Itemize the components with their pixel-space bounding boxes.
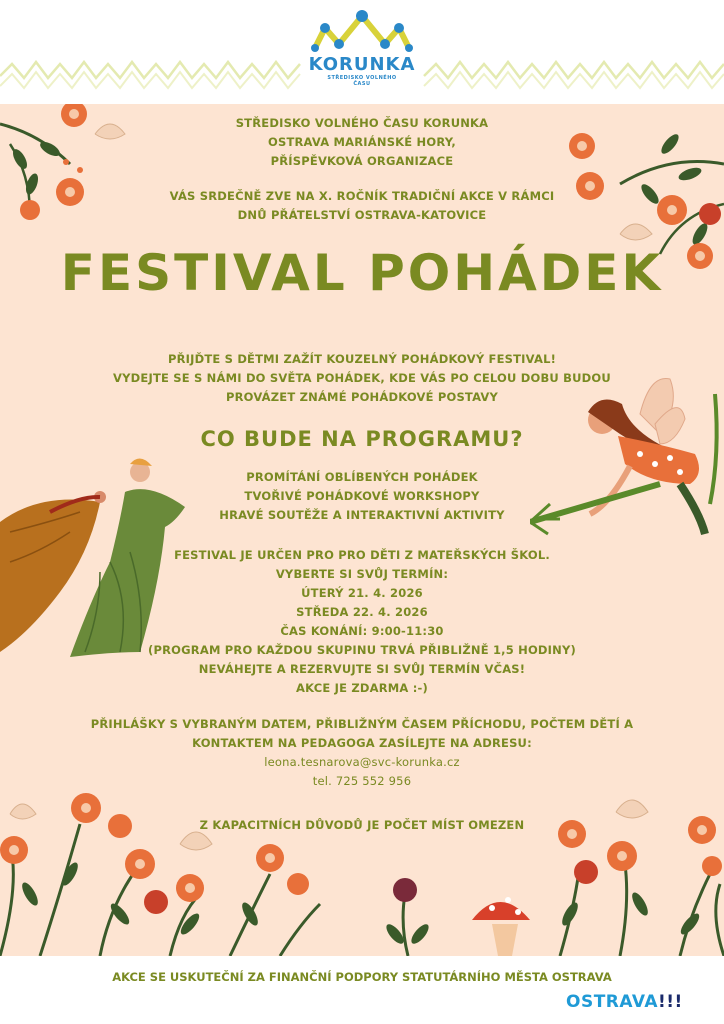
intro-line-2: VYDEJTE SE S NÁMI DO SVĚTA POHÁDEK, KDE VÁS PO CELOU DOBU BUDOU (113, 371, 611, 385)
schedule-duration: (PROGRAM PRO KAŽDOU SKUPINU TRVÁ PŘIBLIŽNĚ 1,5 HODINY) (148, 643, 576, 657)
logo-subtitle-1: STŘEDISKO VOLNÉHO (327, 75, 397, 81)
contact-phone[interactable]: tel. 725 552 956 (312, 774, 412, 788)
invite-line-1: VÁS SRDEČNĚ ZVE NA X. ROČNÍK TRADIČNÍ AKCE V RÁMCI (169, 189, 555, 203)
korunka-logo[interactable] (300, 6, 424, 102)
schedule-block (0, 546, 724, 698)
org-line-1: STŘEDISKO VOLNÉHO ČASU KORUNKA (235, 116, 489, 130)
flower-meadow-bottom (0, 784, 724, 956)
invite-line-2: DNŮ PŘÁTELSTVÍ OSTRAVA-KATOVICE (237, 208, 487, 222)
program-list (0, 468, 724, 525)
footer-support-text: AKCE SE USKUTEČNÍ ZA FINANČNÍ PODPORY STATUTÁRNÍHO MĚSTA OSTRAVA (112, 970, 612, 984)
ostrava-logo[interactable] (566, 992, 683, 1012)
footer-band (0, 956, 724, 1024)
program-item-1: PROMÍTÁNÍ OBLÍBENÝCH POHÁDEK (246, 470, 478, 484)
contact-line-2: KONTAKTEM NA PEDAGOGA ZASÍLEJTE NA ADRESU: (192, 736, 532, 750)
contact-email-link[interactable]: leona.tesnarova@svc-korunka.cz (264, 755, 460, 769)
org-block (0, 114, 724, 171)
schedule-line-1: FESTIVAL JE URČEN PRO PRO DĚTI Z MATEŘSKÝCH ŠKOL. (174, 548, 550, 562)
intro-line-3: PROVÁZET ZNÁMÉ POHÁDKOVÉ POSTAVY (225, 390, 499, 404)
header-band (0, 0, 724, 104)
org-line-3: PŘÍSPĚVKOVÁ ORGANIZACE (270, 154, 454, 168)
logo-subtitle-2: ČASU (353, 81, 371, 87)
org-line-2: OSTRAVA MARIÁNSKÉ HORY, (268, 135, 456, 149)
schedule-time: ČAS KONÁNÍ: 9:00-11:30 (280, 624, 444, 638)
intro-block (0, 350, 724, 407)
crown-icon (307, 6, 417, 56)
schedule-line-2: VYBERTE SI SVŮJ TERMÍN: (275, 567, 449, 581)
poster-body (0, 104, 724, 956)
contact-line-1: PŘIHLÁŠKY S VYBRANÝM DATEM, PŘIBLIŽNÝM ČASEM PŘÍCHODU, POČTEM DĚTÍ A (90, 717, 634, 731)
program-heading: CO BUDE NA PROGRAMU? (200, 427, 524, 451)
invite-block (0, 187, 724, 225)
intro-line-1: PŘIJĎTE S DĚTMI ZAŽÍT KOUZELNÝ POHÁDKOVÝ FESTIVAL! (167, 352, 557, 366)
schedule-free: AKCE JE ZDARMA :-) (296, 681, 428, 695)
program-item-2: TVOŘIVÉ POHÁDKOVÉ WORKSHOPY (244, 489, 480, 503)
page-title: FESTIVAL POHÁDEK (60, 244, 664, 302)
capacity-note: Z KAPACITNÍCH DŮVODŮ JE POČET MÍST OMEZEN (199, 818, 525, 832)
program-item-3: HRAVÉ SOUTĚŽE A INTERAKTIVNÍ AKTIVITY (219, 508, 505, 522)
contact-block (0, 715, 724, 791)
schedule-date-1: ÚTERÝ 21. 4. 2026 (301, 586, 423, 600)
ostrava-logo-suffix: !!! (658, 992, 683, 1012)
logo-name: KORUNKA (308, 54, 416, 75)
schedule-reserve: NEVÁHEJTE A REZERVUJTE SI SVŮJ TERMÍN VČAS! (198, 662, 526, 676)
schedule-date-2: STŘEDA 22. 4. 2026 (296, 605, 428, 619)
ostrava-logo-text: OSTRAVA (566, 992, 659, 1012)
